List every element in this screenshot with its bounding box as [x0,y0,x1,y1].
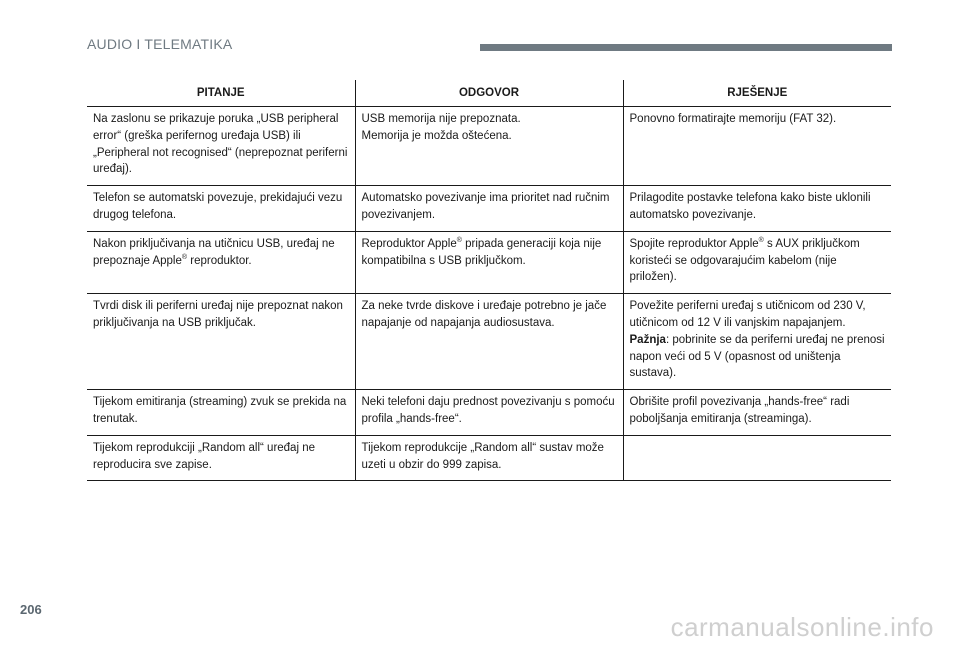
solution-cell: Prilagodite postavke telefona kako biste uklonili automatsko povezivanje. [623,186,891,232]
answer-cell: Automatsko povezivanje ima prioritet nad ručnim povezivanjem. [355,186,623,232]
registered-mark: ® [456,236,462,244]
answer-cell: Tijekom reprodukcije „Random all“ sustav može uzeti u obzir do 999 zapisa. [355,435,623,481]
column-header-question: PITANJE [87,80,355,107]
solution-cell [623,231,891,293]
page-number: 206 [20,602,42,617]
note-text: : pobrinite se da periferni uređaj ne prenosi napon veći od 5 V (opasnost od uništenja sustava). [629,333,885,380]
question-text: Nakon priključivanja na utičnicu USB, uređaj ne prepoznaje Apple [93,237,335,267]
registered-mark: ® [181,253,188,261]
question-cell: Tvrdi disk ili periferni uređaj nije prepoznat nakon priključivanja na USB priključak. [87,294,355,390]
table-row [87,390,891,436]
question-cell: Tijekom reprodukciji „Random all“ uređaj ne reproducira sve zapise. [87,435,355,481]
answer-line: Memorija je možda oštećena. [361,129,512,142]
answer-text: Reproduktor Apple [361,237,457,250]
header-divider-bar [480,44,892,51]
watermark: carmanualsonline.info [670,612,934,642]
question-cell: Na zaslonu se prikazuje poruka „USB peripheral error“ (greška perifernog uređaja USB) ili „Peripheral not recognised“ (neprepoznat periferni uređaj). [87,107,355,186]
solution-text-end: s AUX priključkom koristeći se odgovarajućim kabelom (nije priložen). [629,237,860,284]
answer-line: USB memorija nije prepoznata. [361,113,521,125]
solution-cell: Ponovno formatirajte memoriju (FAT 32). [623,107,891,186]
question-cell: Tijekom emitiranja (streaming) zvuk se prekida na trenutak. [87,390,355,436]
table-header-row [87,80,891,107]
table-row [87,186,891,232]
question-text-end: reproduktor. [187,254,252,267]
column-header-solution: RJEŠENJE [623,80,891,107]
question-cell [87,231,355,293]
registered-mark: ® [758,236,764,244]
question-cell: Telefon se automatski povezuje, prekidajući vezu drugog telefona. [87,186,355,232]
solution-text: Spojite reproduktor Apple [629,237,759,250]
answer-text-end: pripada generaciji koja nije kompatibilna s USB priključkom. [361,237,602,267]
table-row [87,107,891,186]
column-header-answer: ODGOVOR [355,80,623,107]
answer-cell: Za neke tvrde diskove i uređaje potrebno je jače napajanje od napajanja audiosustava. [355,294,623,390]
note-label: Pažnja [629,333,666,346]
solution-cell: Obrišite profil povezivanja „hands-free“ radi poboljšanja emitiranja (streaminga). [623,390,891,436]
troubleshooting-table [87,80,891,481]
table-row [87,435,891,481]
answer-cell [355,107,623,186]
answer-cell [355,231,623,293]
section-title: AUDIO I TELEMATIKA [87,36,233,52]
solution-note [630,332,886,382]
solution-cell [623,294,891,390]
answer-cell: Neki telefoni daju prednost povezivanju s pomoću profila „hands-free“. [355,390,623,436]
table-row [87,231,891,293]
table-row [87,294,891,390]
solution-text: Povežite periferni uređaj s utičnicom od 230 V, utičnicom od 12 V ili vanjskim napajanjem. [629,300,866,329]
solution-cell [623,435,891,481]
